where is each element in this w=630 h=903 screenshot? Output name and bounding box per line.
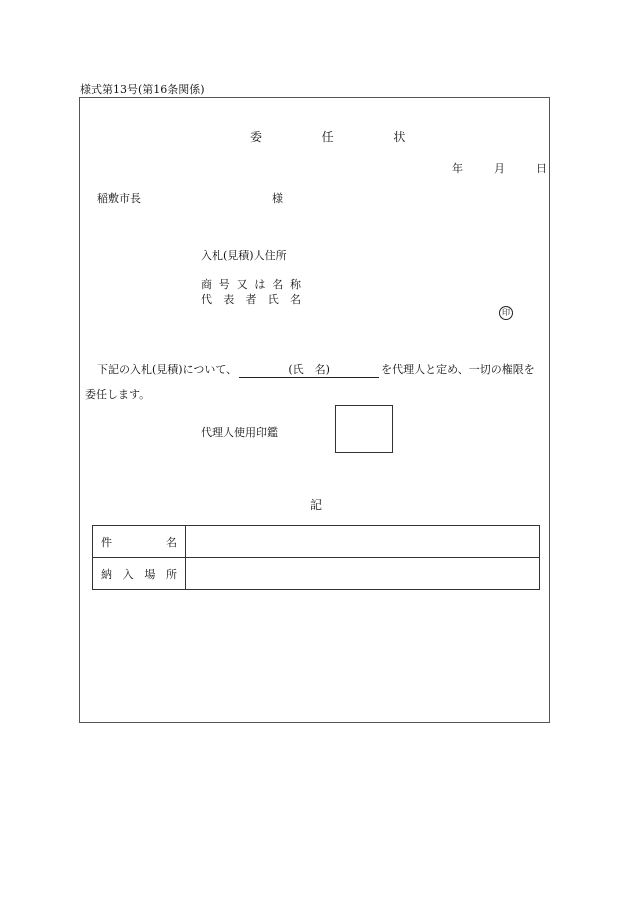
label-char: 商 bbox=[201, 278, 212, 291]
body-line-1 bbox=[97, 361, 535, 378]
document-frame bbox=[79, 97, 550, 723]
label-char: 名 bbox=[290, 293, 301, 306]
agent-name-field[interactable]: (氏 名) bbox=[239, 361, 379, 378]
label-char: 号 bbox=[218, 278, 230, 291]
addressee: 稲敷市長 bbox=[97, 192, 141, 205]
label-char: 名 bbox=[166, 535, 177, 549]
detail-table bbox=[92, 525, 540, 590]
agent-seal-label: 代理人使用印鑑 bbox=[201, 426, 278, 439]
form-number: 様式第13号(第16条関係) bbox=[80, 83, 205, 96]
ki-heading: 記 bbox=[310, 498, 323, 512]
body-line-2: 委任します。 bbox=[85, 388, 151, 401]
honorific: 様 bbox=[272, 192, 283, 205]
label-char: 入 bbox=[122, 567, 134, 581]
title-char-1: 委 bbox=[250, 130, 263, 144]
subject-value[interactable] bbox=[186, 526, 540, 558]
body-text-before: 下記の入札(見積)について、 bbox=[97, 363, 238, 376]
table-row bbox=[93, 526, 540, 558]
label-char: 者 bbox=[245, 293, 257, 306]
agent-seal-box[interactable] bbox=[335, 405, 393, 453]
label-char: 件 bbox=[101, 535, 112, 549]
delivery-place-value[interactable] bbox=[186, 558, 540, 590]
label-char: 表 bbox=[223, 293, 235, 306]
title-char-2: 任 bbox=[321, 130, 334, 144]
delivery-place-label bbox=[93, 558, 186, 590]
label-char: 代 bbox=[201, 293, 212, 306]
representative-label bbox=[201, 291, 301, 307]
label-char: 場 bbox=[144, 567, 156, 581]
subject-label bbox=[93, 526, 186, 558]
label-char: 納 bbox=[101, 567, 112, 581]
company-name-label bbox=[201, 276, 301, 292]
label-char: 又 bbox=[236, 278, 248, 291]
body-text-after: を代理人と定め、一切の権限を bbox=[381, 363, 535, 376]
document-title bbox=[250, 128, 405, 145]
title-char-3: 状 bbox=[393, 130, 406, 144]
label-char: は bbox=[254, 278, 266, 291]
label-char: 名 bbox=[272, 278, 284, 291]
seal-mark: 印 bbox=[499, 306, 513, 320]
label-char: 所 bbox=[165, 567, 177, 581]
date-day: 日 bbox=[536, 162, 547, 175]
date-year: 年 bbox=[452, 162, 463, 175]
label-char: 氏 bbox=[267, 293, 279, 306]
bidder-address-label: 入札(見積)人住所 bbox=[201, 249, 287, 262]
label-char: 称 bbox=[289, 278, 301, 291]
table-row bbox=[93, 558, 540, 590]
date-line bbox=[452, 160, 547, 176]
date-month: 月 bbox=[494, 162, 505, 175]
